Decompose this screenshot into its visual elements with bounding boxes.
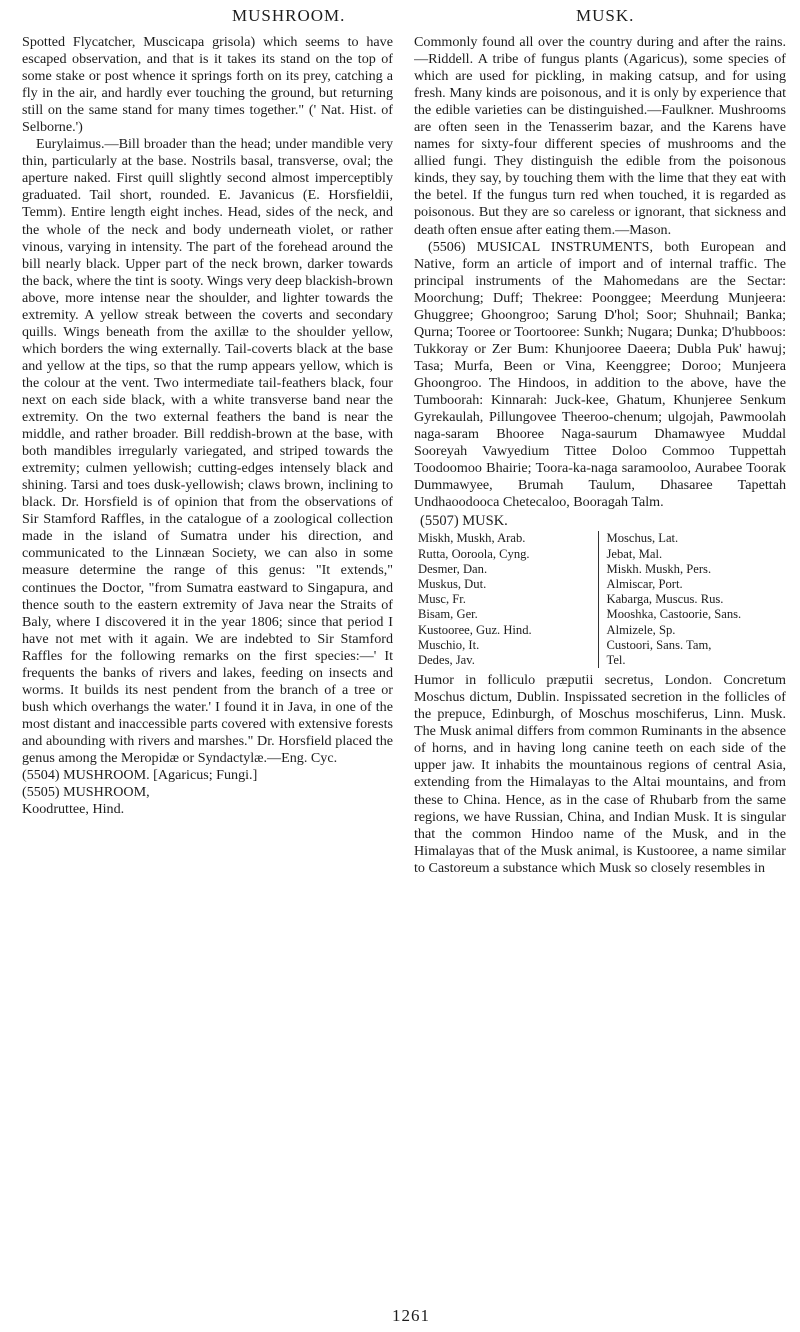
synonym-line: Miskh, Muskh, Arab. <box>418 531 526 546</box>
synonym-line: Musc, Fr. <box>418 592 466 607</box>
synonyms-left-list <box>418 531 598 668</box>
synonym-line: Custoori, Sans. Tam, <box>606 637 712 652</box>
flycatcher-paragraph: Spotted Flycatcher, Muscicapa grisola) which seems to have escaped observation, and that is it takes its stand on the top of some stake or post whence it springs forth on its prey, catching a fly in the air, and hardly ever touching the ground, but returning still on the same stand for many times together." (' Nat. Hist. of Selborne.') <box>22 34 393 136</box>
synonym-line: Miskh. Muskh, Pers. <box>606 561 712 576</box>
musk-paragraph: Humor in folliculo præputii secretus, London. Concretum Moschus dictum, Dublin. Inspissated secretion in the follicles of the prepuce, Edinburgh, of Moschus moschiferus, Linn. Musk. The Musk animal differs from common Ruminants in the absence of horns, and in having long canine teeth on each side of the upper jaw. It inhabits the mountainous regions of central Asia, extending from the Himalayas to the Altai mountains, and from these to China. Hence, as in the case of Rhubarb from the same regions, we have Russian, China, and Indian Musk. It is singular that the common Hindoo name of the Musk, and in the Himalayas that of the Musk animal, is Kustooree, a name similar to Castoreum a substance which Musk so closely resembles in <box>414 672 786 876</box>
musical-instruments-paragraph: (5506) MUSICAL INSTRUMENTS, both European and Native, form an article of import and of internal traffic. The principal instruments of the Mahomedans are the Sectar: Moorchung; Duff; Thekree: Poonggee; Meerdung Munjeera: Ghuggree; Ghoongroo; Sarung D'hol; Soor; Shuhnail; Banka; Qurna; Tooree or Toortooree: Sunkh; Nugara; Dunka; D'hubboos: Tukkoray or Zer Bum: Khunjooree Daeera; Dubla Puk' hawuj; Tasa; Murfa, Been or Vina, Keenggree; Doroo; Munjeera Ghoongroo. The Hindoos, in addition to the above, have the Tumboorah: Kinnarah: Juck-kee, Ghatum, Khunjeree Senkum Gyrekaulah, Pillungovee Theeroo-chenum; ulgojah, Pawmoolah naga-saram Bhooree Naga-saurum Dhamawyee Muddal Sooreyah Vawyedium Tittee Doloo Commoo Tuppettah Toodoomoo Bhairie; Toora-ka-naga saramooloo, Aurabee Toorak Dummawyee, Brumah Taulum, Dhasaree Tapettah Undhaoodooca Chetecaloo, Booragah Talm. <box>414 238 786 511</box>
synonyms-right-list <box>598 531 787 668</box>
mushroom-entry-5504: (5504) MUSHROOM. [Agaricus; Fungi.] <box>22 767 258 784</box>
mushroom-entry-5505: (5505) MUSHROOM, <box>22 784 150 801</box>
page-number: 1261 <box>392 1306 430 1325</box>
synonym-line: Tel. <box>606 652 626 667</box>
synonym-line: Bisam, Ger. <box>418 607 478 622</box>
musk-synonyms <box>418 531 786 668</box>
musk-heading: (5507) MUSK. <box>420 513 508 530</box>
running-head-right: MUSK. <box>576 6 635 25</box>
synonym-line: Muskus, Dut. <box>418 576 487 591</box>
synonym-line: Muschio, It. <box>418 637 480 652</box>
synonym-line: Jebat, Mal. <box>606 546 663 561</box>
eurylaimus-paragraph: Eurylaimus.—Bill broader than the head; under mandible very thin, particularly at the base. Nostrils basal, transverse, oval; the aperture naked. First quill slightly second almost imperceptibly graduated. Tail short, rounded. E. Javanicus (E. Horsfieldii, Temm). Entire length eight inches. Head, sides of the neck, and the whole of the neck and body underneath violet, or rather vinous, varying in intensity. The part of the forehead around the bill nearly black. Upper part of the neck brown, darker towards the back, where the tint is sooty. Wings very deep blackish-brown above, more intense near the shoulder, and lighter towards the extremity. A yellow streak between the coverts and secondary quills. Wings beneath from the axillæ to the shoulder yellow, which borders the wing externally. Tail-coverts black at the base and yellow at the tips, so that the rump appears yellow, which is the colour at the vent. Two intermediate tail-feathers black, four next on each side black, with a white transverse band near the extremity. On the two external feathers the band is near the middle, and rather broader. Bill reddish-brown at the base, with both mandibles irregularly variegated, and striped towards the extremity; culmen yellowish; cutting-edges intensely black and shining. Tarsi and toes dusk-yellowish; claws brown, inclining to black. Dr. Horsfield is of opinion that from the observations of Sir Stamford Raffles, in the catalogue of a zoological collection made in the island of Sumatra under his direction, and communicated to the Linnæan Society, we can also in some measure determine the range of this genus: "It extends," continues the Doctor, "from Sumatra eastward to Singapura, and thence south to the eastern extremity of Java near the Straits of Baly, where I discovered it in the year 1806; since that period I have not met with it again. We are indebted to Sir Stamford Raffles for the following remarks on the first species:—' It frequents the banks of rivers and lakes, feeding on insects and worms. It builds its nest pendent from the branch of a tree or bush which overhangs the water.' I found it in Java, in one of the most distant and inaccessible parts covered with extensive forests and abounding with rivers and marshes." Dr. Horsfield placed the genus among the Meropidæ or Syndactylæ.—Eng. Cyc. <box>22 136 393 766</box>
right-column <box>414 34 786 1288</box>
synonym-line: Kustooree, Guz. Hind. <box>418 622 532 637</box>
synonym-line: Dedes, Jav. <box>418 652 475 667</box>
synonym-line: Desmer, Dan. <box>418 561 488 576</box>
mushroom-synonym: Koodruttee, Hind. <box>22 801 125 818</box>
synonym-line: Rutta, Ooroola, Cyng. <box>418 546 530 561</box>
mushroom-paragraph: Commonly found all over the country during and after the rains.—Riddell. A tribe of fungus plants (Agaricus), some species of which are used for pickling, in making catsup, and for using fresh. Many kinds are poisonous, and it is only by experience that the edible varieties can be distinguished.—Faulkner. Mushrooms are often seen in the Tenasserim bazar, and the Karens have names for sixty-four different species of mushrooms and the allied fungi. They distinguish the edible from the poisonous kinds, they say, by touching them with the lime that they eat with the betel. If the fungus turn red when touched, it is regarded as poisonous. But they are so careless or ignorant, that sickness and death often ensue after eating them.—Mason. <box>414 34 786 238</box>
synonym-line: Mooshka, Castoorie, Sans. <box>606 607 742 622</box>
running-head-left: MUSHROOM. <box>232 6 346 25</box>
left-column <box>22 34 393 1288</box>
synonym-line: Kabarga, Muscus. Rus. <box>606 592 724 607</box>
synonym-line: Almiscar, Port. <box>606 576 683 591</box>
synonym-line: Moschus, Lat. <box>606 531 679 546</box>
synonym-line: Almizele, Sp. <box>606 622 676 637</box>
